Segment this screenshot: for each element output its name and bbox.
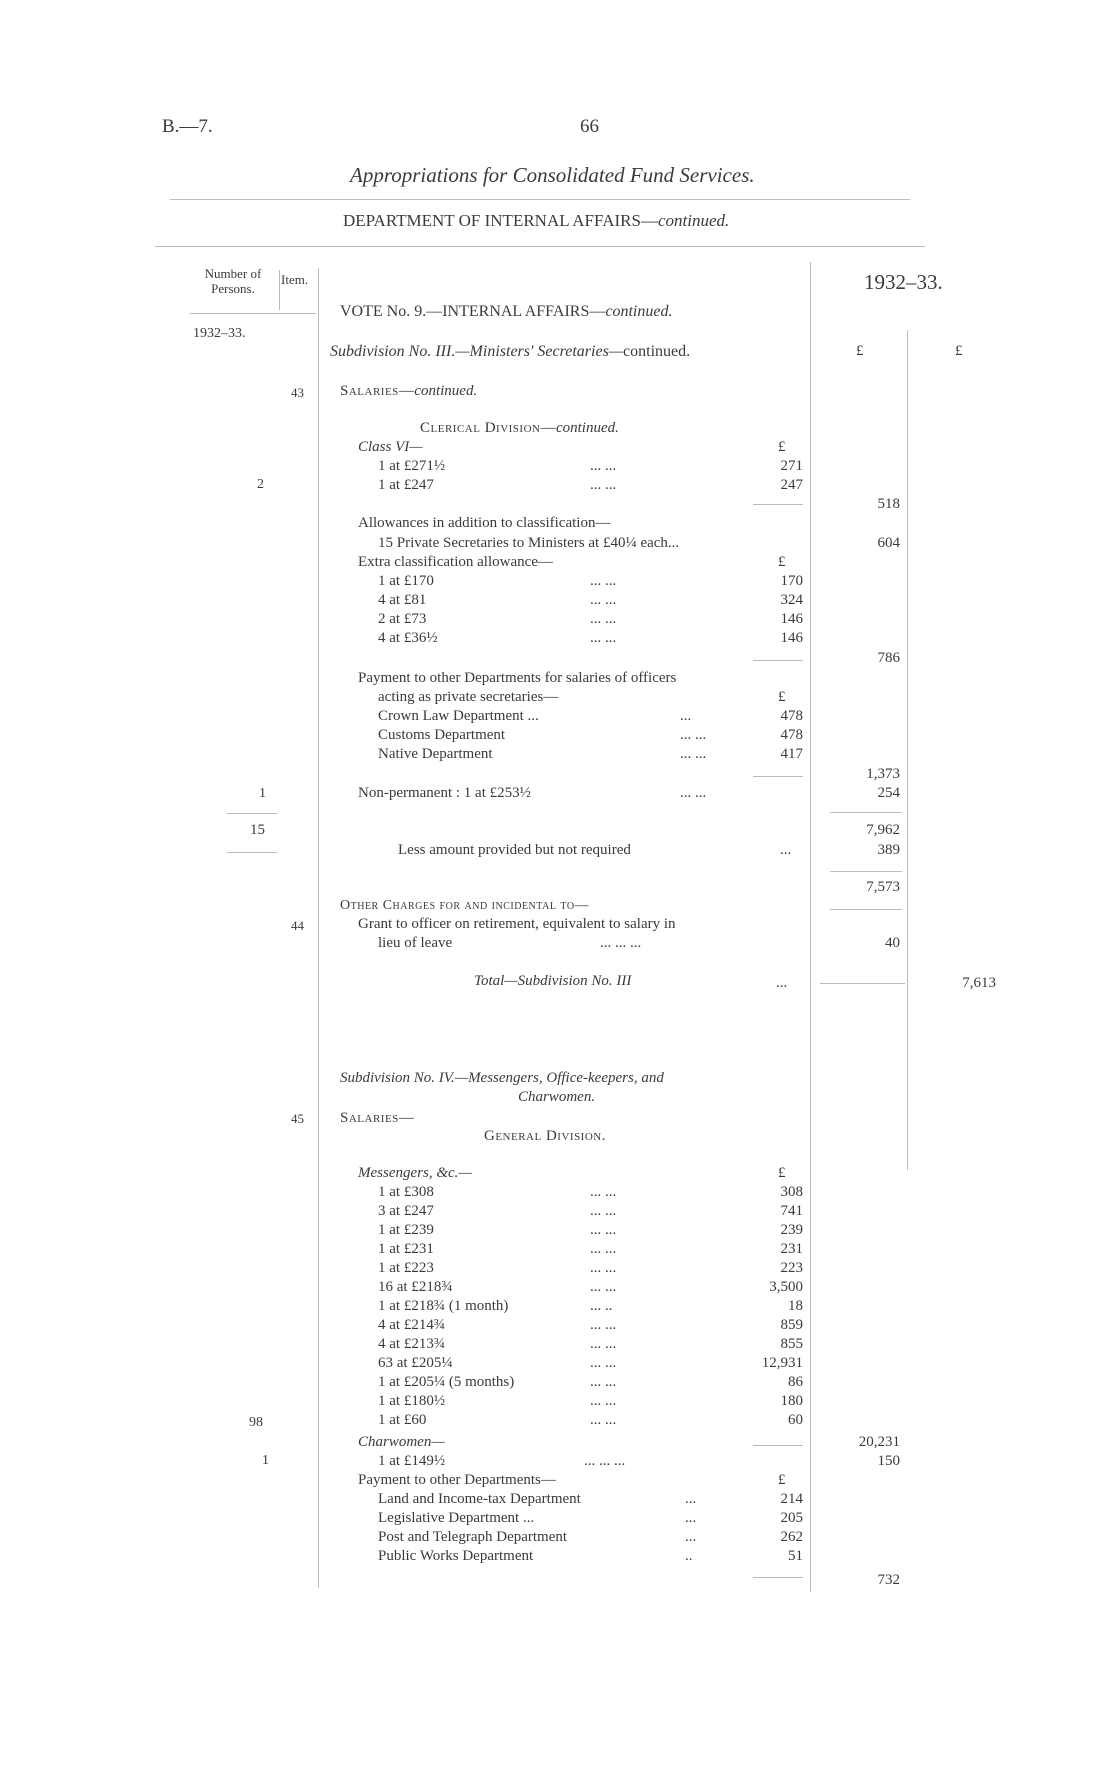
grant-value: 40 bbox=[885, 935, 900, 951]
leader-dots: ... ... bbox=[590, 1317, 617, 1333]
vote-heading-cont: continued. bbox=[605, 303, 673, 320]
row-label: Crown Law Department ... bbox=[378, 708, 539, 724]
leader-dots: ... ... bbox=[680, 785, 707, 801]
row-value: 51 bbox=[788, 1548, 803, 1564]
row-label: 1 at £205¼ (5 months) bbox=[378, 1374, 515, 1390]
persons-count: 1 bbox=[262, 1453, 269, 1468]
total-rule-7573 bbox=[830, 871, 902, 872]
allowances-heading: Allowances in addition to classification— bbox=[358, 515, 611, 531]
row-label: 1 at £223 bbox=[378, 1260, 434, 1276]
row-value: 12,931 bbox=[761, 1355, 803, 1371]
row-label: 1 at £239 bbox=[378, 1222, 434, 1238]
subtotal-value: 1,373 bbox=[866, 766, 900, 782]
charwomen-heading: Charwomen— bbox=[358, 1434, 445, 1450]
row-label: Post and Telegraph Department bbox=[378, 1529, 568, 1545]
non-permanent-value: 254 bbox=[877, 785, 900, 801]
subdivision-3-cont: continued. bbox=[623, 343, 691, 360]
subdivision-3-main: Subdivision No. III.—Ministers' Secretaries— bbox=[330, 343, 624, 360]
leader-dots: ... ... bbox=[590, 1393, 617, 1409]
leader-dots: ... ... bbox=[590, 477, 617, 493]
column-header-year-left: 1932–33. bbox=[193, 326, 246, 341]
clerical-heading-main: Clerical Division— bbox=[420, 420, 556, 436]
department-heading bbox=[343, 211, 729, 231]
row-label: 4 at £213¾ bbox=[378, 1336, 446, 1352]
column-header-year-right: 1932–33. bbox=[864, 270, 943, 294]
persons-count: 98 bbox=[249, 1415, 263, 1430]
vote-heading-main: VOTE No. 9.—INTERNAL AFFAIRS— bbox=[340, 303, 606, 320]
row-label: Legislative Department ... bbox=[378, 1510, 535, 1526]
leader-dots: ... ... bbox=[680, 727, 707, 743]
row-value: 417 bbox=[780, 746, 803, 762]
extra-allowance-heading: Extra classification allowance— bbox=[358, 554, 553, 570]
title-underline bbox=[170, 199, 910, 200]
column-pound-amount: £ bbox=[856, 343, 864, 359]
subtotal-rule-charwomen bbox=[753, 1445, 803, 1446]
row-value: 741 bbox=[780, 1203, 803, 1219]
vote-heading bbox=[340, 303, 672, 321]
clerical-heading-cont: continued. bbox=[555, 420, 619, 436]
leader-dots: ... bbox=[680, 708, 692, 724]
messengers-heading: Messengers, &c.— bbox=[358, 1165, 472, 1181]
row-value: 239 bbox=[780, 1222, 803, 1238]
column-header-item: Item. bbox=[281, 272, 309, 287]
persons-total: 15 bbox=[250, 822, 265, 838]
column-header-persons: Number of Persons. bbox=[204, 266, 262, 296]
row-label: Native Department bbox=[378, 746, 493, 762]
charwomen-rate: 1 at £149½ bbox=[378, 1453, 446, 1469]
row-value: 146 bbox=[780, 611, 803, 627]
row-label: 1 at £308 bbox=[378, 1184, 434, 1200]
row-label: 4 at £81 bbox=[378, 592, 427, 608]
leader-dots: ... ... bbox=[590, 1412, 617, 1428]
row-label: Customs Department bbox=[378, 727, 506, 743]
payment-heading: Payment to other Departments— bbox=[358, 1472, 556, 1488]
row-label: 1 at £60 bbox=[378, 1412, 427, 1428]
row-label: Public Works Department bbox=[378, 1548, 534, 1564]
leader-dots: ... ... bbox=[590, 1279, 617, 1295]
persons-total-rule-top bbox=[227, 813, 277, 814]
row-value: 478 bbox=[780, 727, 803, 743]
subtotal-value: 7,962 bbox=[866, 822, 900, 838]
row-value: 214 bbox=[780, 1491, 803, 1507]
grant-line-1: Grant to officer on retirement, equivalent to salary in bbox=[358, 916, 676, 932]
row-label: 1 at £180½ bbox=[378, 1393, 446, 1409]
class-vi-heading: Class VI— bbox=[358, 439, 423, 455]
row-value: 478 bbox=[780, 708, 803, 724]
row-label: 1 at £271½ bbox=[378, 458, 446, 474]
leader-dots: ... ... bbox=[590, 573, 617, 589]
persons-count: 1 bbox=[259, 786, 266, 801]
leader-dots: ... ... bbox=[590, 1241, 617, 1257]
salaries-heading bbox=[340, 383, 477, 400]
leader-dots: ... ... bbox=[590, 630, 617, 646]
item-number: 45 bbox=[291, 1111, 304, 1126]
leader-dots: ... ... bbox=[590, 611, 617, 627]
row-value: 231 bbox=[780, 1241, 803, 1257]
row-label: 2 at £73 bbox=[378, 611, 427, 627]
subdivision-total-value: 7,613 bbox=[962, 975, 996, 991]
subdivision-3-heading bbox=[330, 343, 690, 361]
grant-line-2: lieu of leave bbox=[378, 935, 453, 951]
less-amount-value: 389 bbox=[877, 842, 900, 858]
row-label: 4 at £36½ bbox=[378, 630, 438, 646]
row-label: 1 at £231 bbox=[378, 1241, 434, 1257]
leader-dots: ... bbox=[685, 1510, 697, 1526]
leader-dots: ... bbox=[776, 975, 788, 991]
row-value: 262 bbox=[780, 1529, 803, 1545]
other-charges-heading: Other Charges for and incidental to— bbox=[340, 898, 590, 913]
clerical-division-heading bbox=[420, 420, 619, 437]
leader-dots: .. bbox=[685, 1548, 693, 1564]
department-heading-main: DEPARTMENT OF INTERNAL AFFAIRS— bbox=[343, 211, 658, 230]
pound-sign: £ bbox=[778, 554, 786, 570]
subtotal-value: 732 bbox=[877, 1572, 900, 1588]
page-title: Appropriations for Consolidated Fund Services. bbox=[350, 163, 755, 187]
leader-dots: ... ... bbox=[590, 458, 617, 474]
row-label: Land and Income-tax Department bbox=[378, 1491, 581, 1507]
leader-dots: ... ... bbox=[590, 1260, 617, 1276]
item-number: 44 bbox=[291, 918, 304, 933]
row-value: 859 bbox=[780, 1317, 803, 1333]
persons-total-rule-bottom bbox=[227, 852, 277, 853]
leader-dots: ... bbox=[780, 842, 792, 858]
row-value: 18 bbox=[788, 1298, 803, 1314]
col-divider-item-desc bbox=[318, 268, 319, 1588]
pound-sign: £ bbox=[778, 439, 786, 455]
header-top-rule bbox=[155, 246, 925, 247]
row-label: 1 at £218¾ (1 month) bbox=[378, 1298, 509, 1314]
row-value: 170 bbox=[780, 573, 803, 589]
row-value: 205 bbox=[780, 1510, 803, 1526]
total-rule-7962 bbox=[830, 812, 902, 813]
row-value: 3,500 bbox=[769, 1279, 803, 1295]
row-value: 223 bbox=[780, 1260, 803, 1276]
page-number: 66 bbox=[580, 116, 599, 137]
row-value: 180 bbox=[780, 1393, 803, 1409]
subtotal-value: 518 bbox=[877, 496, 900, 512]
salaries-heading-cont: continued. bbox=[414, 383, 478, 399]
pound-sign: £ bbox=[778, 1472, 786, 1488]
persons-count: 2 bbox=[257, 477, 264, 492]
col-divider-desc-amount bbox=[810, 262, 811, 1592]
item-number: 43 bbox=[291, 385, 304, 400]
total-rule-40 bbox=[830, 909, 902, 910]
leader-dots: ... ... bbox=[590, 1374, 617, 1390]
row-value: 247 bbox=[780, 477, 803, 493]
leader-dots: ... ... bbox=[680, 746, 707, 762]
payment-heading-2: acting as private secretaries— bbox=[378, 689, 559, 705]
leader-dots: ... ... ... bbox=[600, 935, 642, 951]
subdivision-4-heading-2: Charwomen. bbox=[518, 1089, 596, 1105]
row-label: 3 at £247 bbox=[378, 1203, 434, 1219]
col-divider-persons-item bbox=[279, 270, 280, 310]
row-label: 1 at £247 bbox=[378, 477, 434, 493]
row-value: 60 bbox=[788, 1412, 803, 1428]
general-division-heading: General Division. bbox=[484, 1128, 606, 1144]
payment-heading: Payment to other Departments for salaries of officers bbox=[358, 670, 677, 686]
column-pound-total: £ bbox=[955, 343, 963, 359]
subtotal-rule-1 bbox=[753, 504, 803, 505]
row-label: 16 at £218¾ bbox=[378, 1279, 453, 1295]
department-heading-cont: continued. bbox=[657, 211, 730, 230]
total-rule-subdiv3 bbox=[820, 983, 905, 984]
leader-dots: ... ... bbox=[590, 1203, 617, 1219]
row-value: 324 bbox=[780, 592, 803, 608]
leader-dots: ... ... bbox=[590, 1184, 617, 1200]
header-left-rule bbox=[190, 313, 316, 314]
leader-dots: ... ... bbox=[590, 1222, 617, 1238]
less-amount-label: Less amount provided but not required bbox=[398, 842, 631, 858]
charwomen-value: 150 bbox=[877, 1453, 900, 1469]
subtotal-rule-3 bbox=[753, 776, 803, 777]
row-value: 308 bbox=[780, 1184, 803, 1200]
row-label: 1 at £170 bbox=[378, 573, 434, 589]
row-value: 86 bbox=[788, 1374, 803, 1390]
subtotal-value: 604 bbox=[877, 535, 900, 551]
non-permanent-label: Non-permanent : 1 at £253½ bbox=[358, 785, 531, 801]
net-value: 7,573 bbox=[866, 879, 900, 895]
subdivision-4-heading: Subdivision No. IV.—Messengers, Office-keepers, and bbox=[340, 1070, 664, 1086]
leader-dots: ... .. bbox=[590, 1298, 613, 1314]
subtotal-value: 20,231 bbox=[858, 1434, 900, 1450]
leader-dots: ... bbox=[685, 1529, 697, 1545]
leader-dots: ... ... bbox=[590, 592, 617, 608]
row-value: 146 bbox=[780, 630, 803, 646]
salaries-heading: Salaries— bbox=[340, 1110, 415, 1126]
row-value: 271 bbox=[780, 458, 803, 474]
salaries-heading-main: Salaries— bbox=[340, 383, 415, 399]
row-value: 855 bbox=[780, 1336, 803, 1352]
subtotal-rule-2 bbox=[753, 660, 803, 661]
subtotal-rule-payment bbox=[753, 1577, 803, 1578]
row-label: 4 at £214¾ bbox=[378, 1317, 446, 1333]
row-label: 63 at £205¼ bbox=[378, 1355, 453, 1371]
leader-dots: ... ... bbox=[590, 1355, 617, 1371]
page-reference: B.—7. bbox=[162, 116, 213, 137]
leader-dots: ... ... ... bbox=[584, 1453, 626, 1469]
pound-sign: £ bbox=[778, 689, 786, 705]
pound-sign: £ bbox=[778, 1165, 786, 1181]
subtotal-value: 786 bbox=[877, 650, 900, 666]
private-secretaries-line: 15 Private Secretaries to Ministers at £40¼ each... bbox=[378, 535, 680, 551]
leader-dots: ... ... bbox=[590, 1336, 617, 1352]
subdivision-total-label: Total—Subdivision No. III bbox=[474, 973, 632, 989]
col-divider-amount-total bbox=[907, 330, 908, 1170]
leader-dots: ... bbox=[685, 1491, 697, 1507]
